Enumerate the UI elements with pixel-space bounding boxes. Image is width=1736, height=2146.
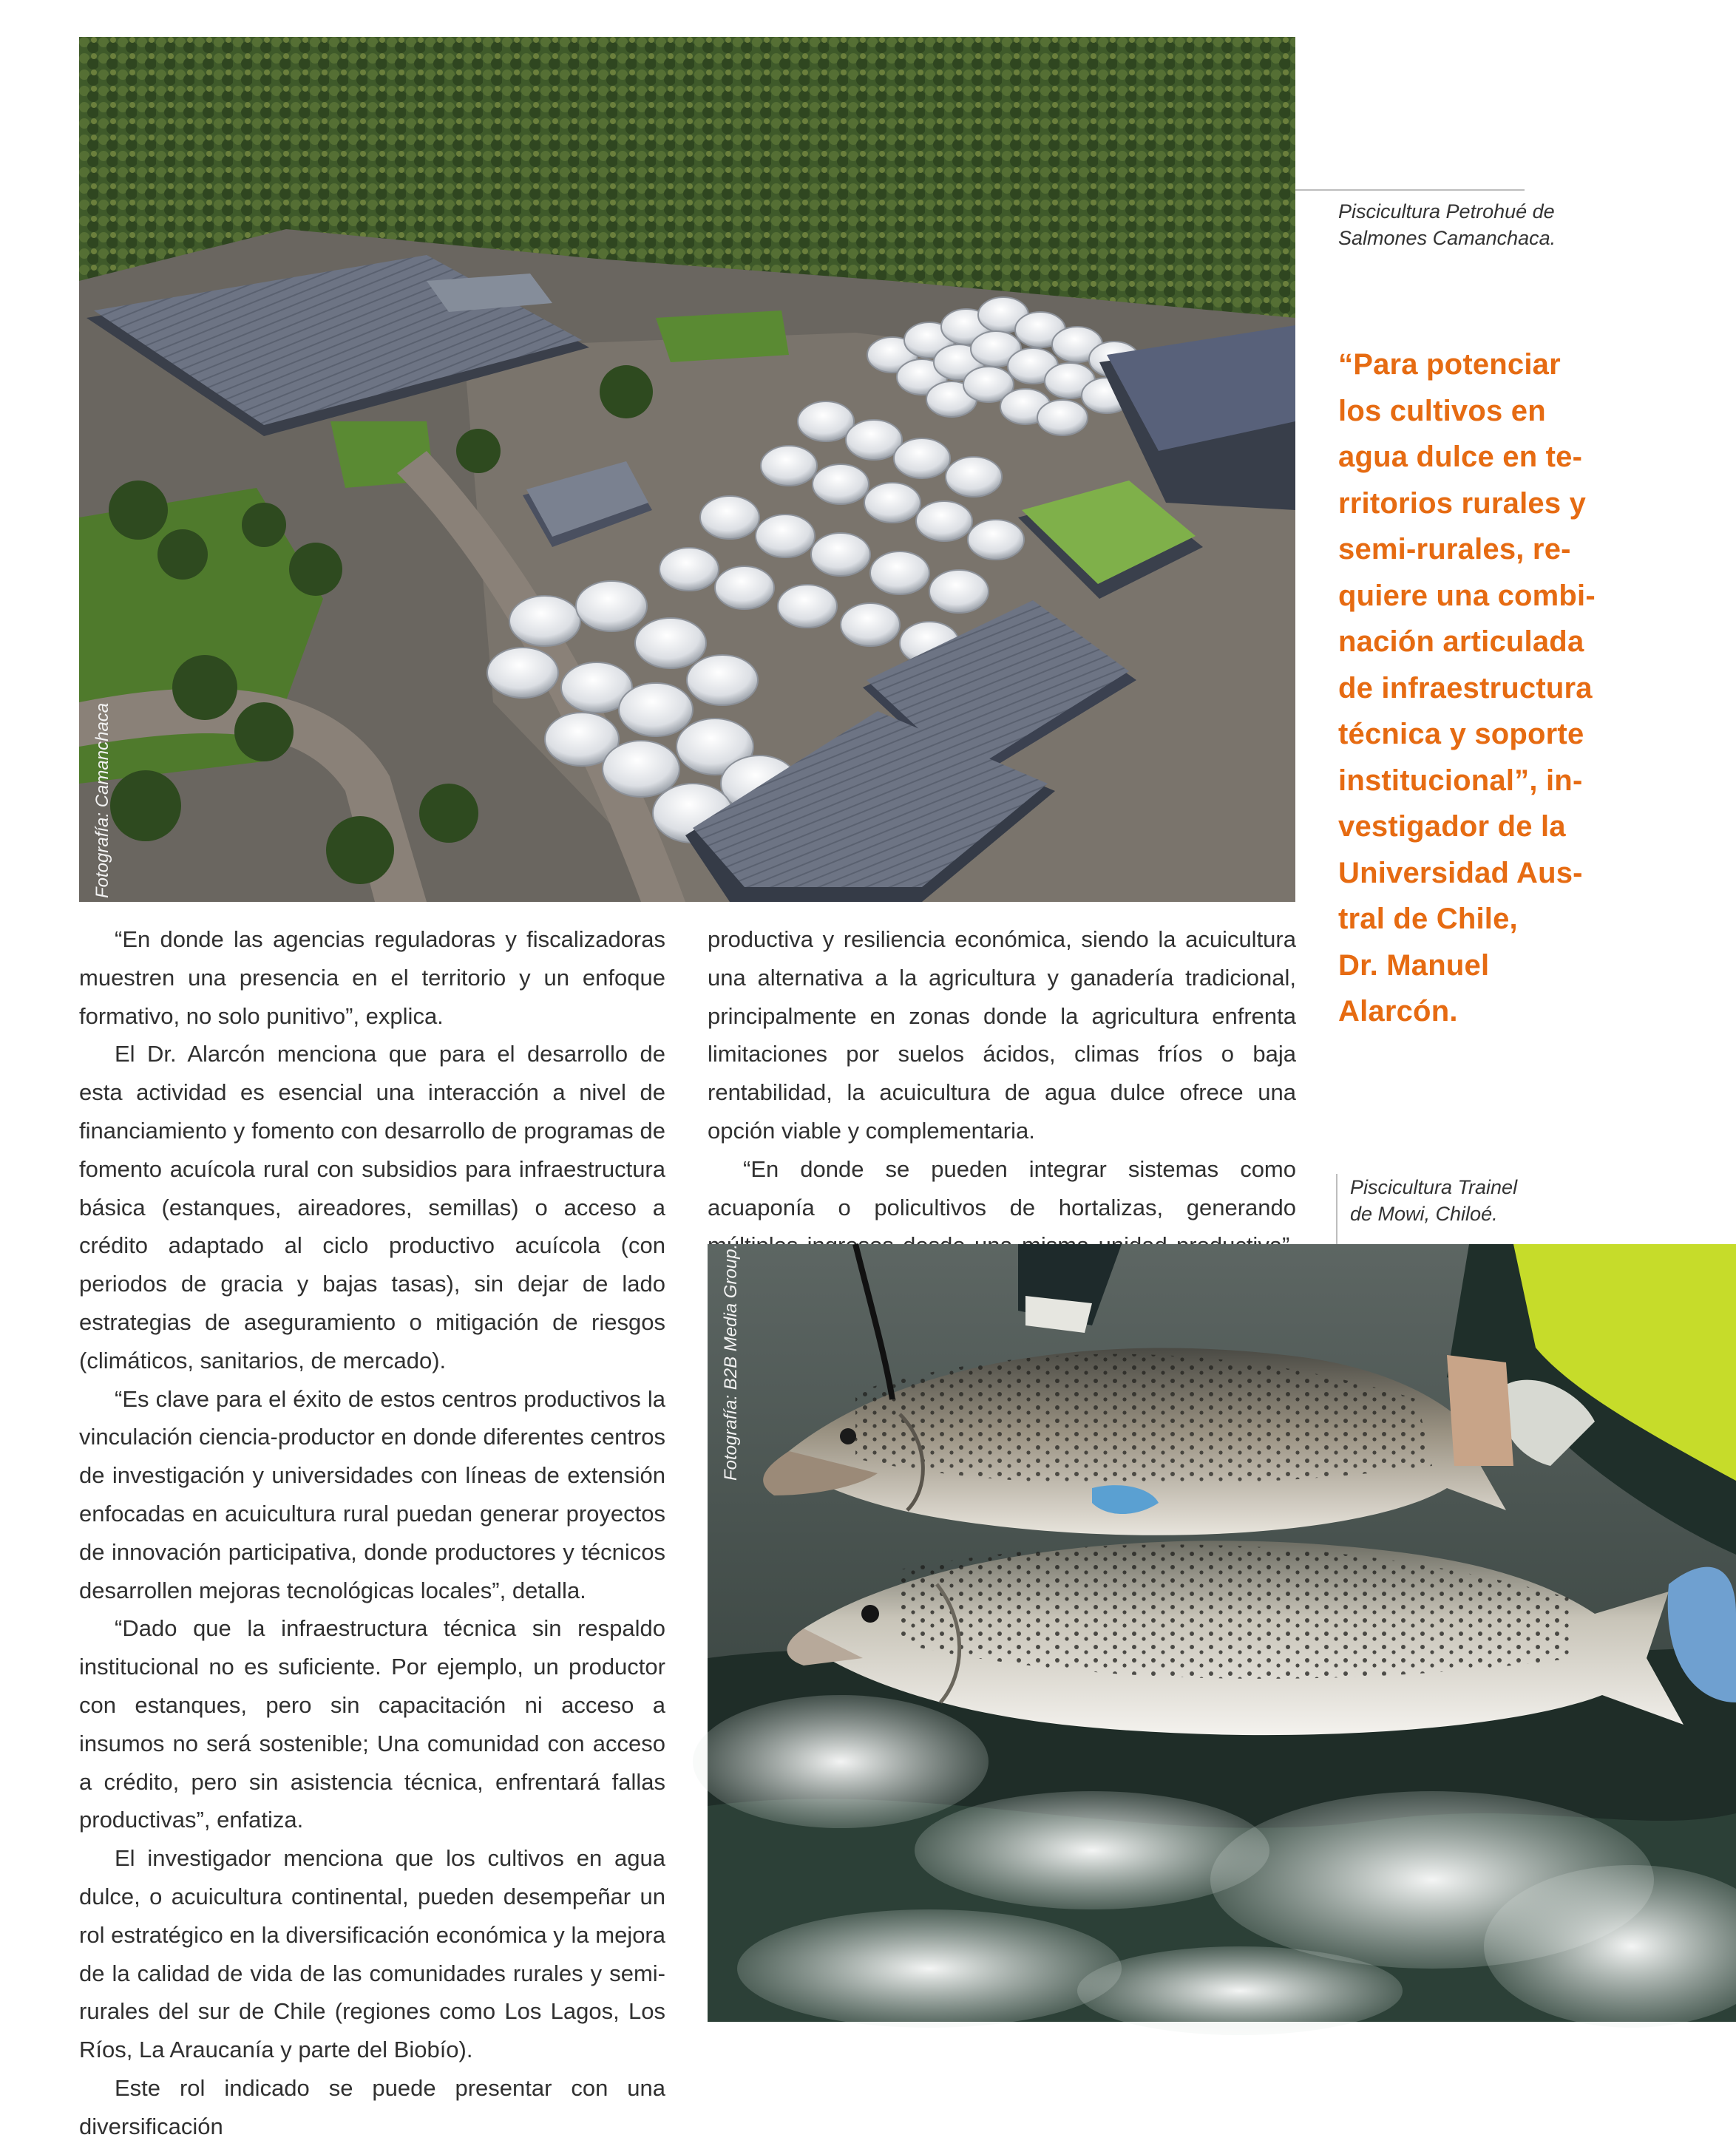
pull-quote-line: semi-rurales, re- (1338, 533, 1571, 566)
pull-quote-line: institucional”, in- (1338, 764, 1583, 797)
pull-quote-line: quiere una combi- (1338, 579, 1596, 612)
paragraph: El investigador menciona que los cultivos en agua dulce, o acuicultura continental, pueden desempeñar un rol estratégico en la diversificación económica y la mejora de la calidad de vida de las comunidades rurales y semi-rurales del sur de Chile (regiones como Los Lagos, Los Ríos, La Araucanía y parte del Biobío). (79, 1845, 665, 2063)
paragraph: “Es clave para el éxito de estos centros productivos la vinculación ciencia-productor en donde diferentes centros de investigación y universidades con líneas de extensión enfocadas en acuicultura rural puedan generar proyectos de innovación participativa, donde productores y técnicos desarrollen mejoras tecnológicas locales”, detalla. (79, 1385, 665, 1603)
caption-divider-bottom (1336, 1174, 1337, 1245)
caption-divider-top (1295, 189, 1525, 191)
photo-caption-top (1338, 198, 1619, 251)
paragraph: Este rol indicado se puede presentar con una diversificación (79, 2074, 665, 2139)
caption-top-line-2: Salmones Camanchaca. (1338, 227, 1556, 249)
aerial-photo-illustration (79, 37, 1295, 902)
caption-bottom-line-1: Piscicultura Trainel (1350, 1176, 1518, 1198)
paragraph: “En donde las agencias reguladoras y fiscalizadoras muestren una presencia en el territorio y un enfoque formativo, no solo punitivo”, explica. (79, 926, 665, 1029)
pull-quote-line: vestigador de la (1338, 810, 1566, 843)
photo-credit-top: Fotografía: Camanchaca (92, 702, 112, 898)
caption-top-line-1: Piscicultura Petrohué de (1338, 200, 1555, 223)
paragraph: El Dr. Alarcón menciona que para el desarrollo de esta actividad es esencial una interacción a nivel de financiamiento y fomento con desarrollo de programas de fomento acuícola rural con subsidios para infraestructura básica (estanques, aireadores, semillas) o acceso a crédito adaptado al ciclo productivo acuícola (con periodos de gracia y bajas tasas), sin dejar de lado estrategias de aseguramiento o mitigación de riesgos (climáticos, sanitarios, de mercado). (79, 1041, 665, 1373)
caption-bottom-line-2: de Mowi, Chiloé. (1350, 1203, 1498, 1225)
pull-quote (1338, 342, 1649, 1035)
pull-quote-line: nación articulada (1338, 625, 1584, 658)
article-column-1 (79, 920, 665, 2146)
paragraph-text: “En donde se pueden integrar sistemas como acuaponía o policultivos de hortalizas, generando (708, 1155, 1296, 1220)
pull-quote-line: los cultivos en (1338, 394, 1546, 427)
pull-quote-line: Dr. Manuel (1338, 948, 1490, 982)
pull-quote-line: Universidad Aus- (1338, 856, 1583, 889)
aerial-photo-fish-farm (79, 37, 1295, 902)
photo-caption-bottom (1350, 1174, 1572, 1227)
pull-quote-line: “Para potenciar (1338, 348, 1561, 381)
pull-quote-line: tral de Chile, (1338, 903, 1518, 935)
pull-quote-line: agua dulce en te- (1338, 441, 1583, 473)
salmon-photo-illustration (708, 1244, 1736, 2022)
paragraph: productiva y resiliencia económica, siendo la acuicultura una alternativa a la agricultura y ganadería tradicional, principalmente en zonas donde la agricultura enfrenta limitaciones por suelos ácidos, climas fríos o baja rentabilidad, la acuicultura de agua dulce ofrece una opción viable y complementaria. (708, 926, 1296, 1144)
pull-quote-line: de infraestructura (1338, 671, 1593, 704)
pull-quote-line: rritorios rurales y (1338, 486, 1587, 520)
salmon-photo (708, 1244, 1736, 2022)
pull-quote-line: técnica y soporte (1338, 718, 1584, 750)
photo-credit-bottom: Fotografía: B2B Media Group. (721, 1243, 741, 1481)
paragraph: “Dado que la infraestructura técnica sin respaldo institucional no es suficiente. Por ejemplo, un productor con estanques, pero sin capacitación ni acceso a insumos no será sostenible; Una comunidad con acceso a crédito, pero sin asistencia técnica, enfrentará fallas productivas”, enfatiza. (79, 1615, 665, 1833)
pull-quote-line: Alarcón. (1338, 995, 1458, 1028)
